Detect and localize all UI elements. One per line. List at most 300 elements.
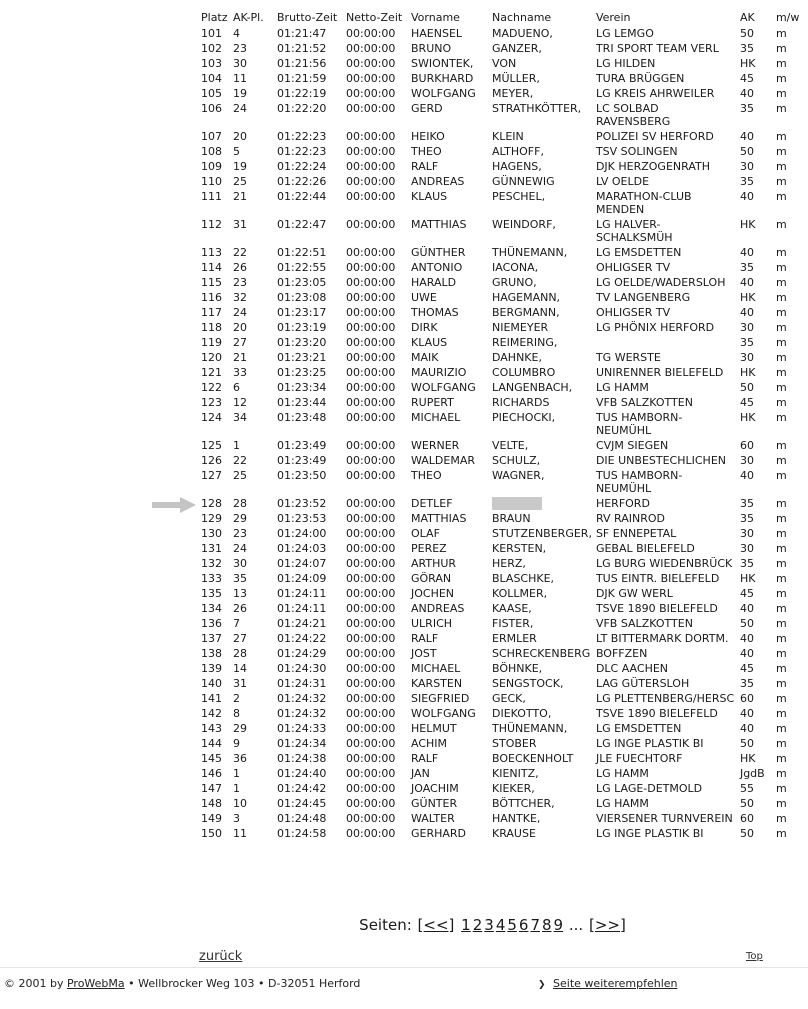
cell-vorname: WALDEMAR <box>411 454 476 467</box>
cell-vorname: BURKHARD <box>411 72 474 85</box>
cell-geschlecht: m <box>775 527 787 540</box>
cell-ak: 40 <box>739 130 754 143</box>
table-row <box>199 662 801 677</box>
cell-ak-platz: 11 <box>233 827 247 840</box>
cell-brutto-zeit: 01:23:49 <box>277 439 327 452</box>
table-row <box>199 722 801 737</box>
cell-geschlecht: m <box>775 321 787 334</box>
cell-platz: 141 <box>201 692 222 705</box>
cell-platz: 139 <box>201 662 222 675</box>
row-pointer-arrow-icon <box>152 497 196 513</box>
cell-ak: 35 <box>739 102 754 115</box>
cell-verein: LG HAMM <box>595 381 649 394</box>
table-row <box>199 797 801 812</box>
cell-verein: TUS EINTR. BIELEFELD <box>595 572 720 585</box>
pager-page-link[interactable]: 5 <box>507 916 517 934</box>
cell-ak: 40 <box>739 87 754 100</box>
cell-ak-platz: 25 <box>233 175 247 188</box>
cell-ak-platz: 32 <box>233 291 247 304</box>
cell-nachname: BRAUN <box>492 512 531 525</box>
cell-verein: LG HILDEN <box>595 57 656 70</box>
cell-vorname: ARTHUR <box>411 557 457 570</box>
cell-brutto-zeit: 01:22:44 <box>277 190 327 203</box>
cell-nachname: SCHULZ, <box>492 454 541 467</box>
cell-brutto-zeit: 01:24:29 <box>277 647 327 660</box>
cell-vorname: BRUNO <box>411 42 452 55</box>
recommend-page-link[interactable]: Seite weiterempfehlen <box>553 977 678 990</box>
cell-netto-zeit: 00:00:00 <box>346 677 396 690</box>
cell-platz: 107 <box>201 130 222 143</box>
cell-nachname: VELTE, <box>492 439 529 452</box>
pager-page-link[interactable]: 1 <box>461 916 471 934</box>
cell-ak: 30 <box>739 542 754 555</box>
cell-platz: 138 <box>201 647 222 660</box>
cell-vorname: GERHARD <box>411 827 467 840</box>
cell-vorname: OLAF <box>411 527 440 540</box>
table-row <box>199 497 801 512</box>
cell-vorname: RALF <box>411 632 439 645</box>
table-row <box>199 439 801 454</box>
cell-brutto-zeit: 01:21:52 <box>277 42 327 55</box>
cell-geschlecht: m <box>775 160 787 173</box>
cell-vorname: WALTER <box>411 812 455 825</box>
table-row <box>199 366 801 381</box>
cell-verein: MARATHON-CLUB MENDEN <box>595 190 692 216</box>
cell-ak-platz: 26 <box>233 602 247 615</box>
cell-nachname: DAHNKE, <box>492 351 542 364</box>
cell-verein: TUS HAMBORN-NEUMÜHL <box>595 411 683 437</box>
table-row <box>199 42 801 57</box>
table-row <box>199 72 801 87</box>
cell-verein: TUS HAMBORN-NEUMÜHL <box>595 469 683 495</box>
cell-vorname: THEO <box>411 469 442 482</box>
table-row <box>199 812 801 827</box>
table-row <box>199 160 801 175</box>
cell-verein: LG PLETTENBERG/HERSC <box>595 692 735 705</box>
cell-nachname: MÜLLER, <box>492 72 540 85</box>
cell-platz: 104 <box>201 72 222 85</box>
cell-brutto-zeit: 01:24:07 <box>277 557 327 570</box>
cell-vorname: DIRK <box>411 321 438 334</box>
cell-brutto-zeit: 01:23:17 <box>277 306 327 319</box>
cell-ak-platz: 21 <box>233 190 247 203</box>
cell-brutto-zeit: 01:23:25 <box>277 366 327 379</box>
cell-platz: 123 <box>201 396 222 409</box>
cell-nachname: KERSTEN, <box>492 542 547 555</box>
cell-ak-platz: 14 <box>233 662 247 675</box>
pagination <box>0 915 808 935</box>
cell-vorname: UWE <box>411 291 437 304</box>
cell-ak: 35 <box>739 336 754 349</box>
cell-netto-zeit: 00:00:00 <box>346 291 396 304</box>
cell-platz: 101 <box>201 27 222 40</box>
cell-geschlecht: m <box>775 677 787 690</box>
cell-ak-platz: 2 <box>233 692 240 705</box>
cell-ak-platz: 31 <box>233 677 247 690</box>
cell-ak: 30 <box>739 351 754 364</box>
cell-vorname: WOLFGANG <box>411 707 476 720</box>
table-row <box>199 411 801 439</box>
cell-ak: 60 <box>739 812 754 825</box>
cell-platz: 103 <box>201 57 222 70</box>
cell-platz: 145 <box>201 752 222 765</box>
cell-nachname: WEINDORF, <box>492 218 556 231</box>
cell-geschlecht: m <box>775 542 787 555</box>
cell-brutto-zeit: 01:24:40 <box>277 767 327 780</box>
cell-geschlecht: m <box>775 396 787 409</box>
cell-ak-platz: 25 <box>233 469 247 482</box>
cell-platz: 127 <box>201 469 222 482</box>
cell-ak: 45 <box>739 72 754 85</box>
cell-brutto-zeit: 01:23:48 <box>277 411 327 424</box>
table-row <box>199 782 801 797</box>
cell-brutto-zeit: 01:23:53 <box>277 512 327 525</box>
cell-netto-zeit: 00:00:00 <box>346 632 396 645</box>
cell-verein: LG BURG WIEDENBRÜCK <box>595 557 733 570</box>
cell-verein: VIERSENER TURNVEREIN <box>595 812 733 825</box>
table-row <box>199 587 801 602</box>
cell-brutto-zeit: 01:21:59 <box>277 72 327 85</box>
cell-ak: 50 <box>739 827 754 840</box>
cell-ak-platz: 27 <box>233 336 247 349</box>
cell-nachname: BERGMANN, <box>492 306 560 319</box>
cell-netto-zeit: 00:00:00 <box>346 662 396 675</box>
cell-geschlecht: m <box>775 72 787 85</box>
cell-geschlecht: m <box>775 306 787 319</box>
cell-ak-platz: 33 <box>233 366 247 379</box>
top-link[interactable]: Top <box>746 951 763 962</box>
table-row <box>199 336 801 351</box>
cell-netto-zeit: 00:00:00 <box>346 707 396 720</box>
cell-netto-zeit: 00:00:00 <box>346 512 396 525</box>
cell-geschlecht: m <box>775 469 787 482</box>
cell-vorname: PEREZ <box>411 542 447 555</box>
cell-nachname: GÜNNEWIG <box>492 175 555 188</box>
cell-verein: CVJM SIEGEN <box>595 439 669 452</box>
cell-vorname: JOST <box>411 647 437 660</box>
cell-platz: 124 <box>201 411 222 424</box>
cell-verein: DLC AACHEN <box>595 662 669 675</box>
cell-vorname: ULRICH <box>411 617 453 630</box>
table-row <box>199 827 801 842</box>
cell-ak-platz: 24 <box>233 306 247 319</box>
cell-netto-zeit: 00:00:00 <box>346 261 396 274</box>
cell-geschlecht: m <box>775 351 787 364</box>
cell-nachname: STUTZENBERGER, <box>492 527 592 540</box>
table-row <box>199 396 801 411</box>
cell-ak-platz: 21 <box>233 351 247 364</box>
cell-ak: 40 <box>739 276 754 289</box>
cell-netto-zeit: 00:00:00 <box>346 175 396 188</box>
cell-platz: 146 <box>201 767 222 780</box>
pager-page-link[interactable]: 3 <box>484 916 494 934</box>
cell-netto-zeit: 00:00:00 <box>346 321 396 334</box>
table-row <box>199 175 801 190</box>
cell-geschlecht: m <box>775 782 787 795</box>
cell-netto-zeit: 00:00:00 <box>346 336 396 349</box>
cell-verein: SF ENNEPETAL <box>595 527 677 540</box>
cell-ak-platz: 28 <box>233 497 247 510</box>
cell-netto-zeit: 00:00:00 <box>346 557 396 570</box>
cell-nachname: KLEIN <box>492 130 524 143</box>
cell-verein: OHLIGSER TV <box>595 306 671 319</box>
cell-geschlecht: m <box>775 291 787 304</box>
cell-verein: TSVE 1890 BIELEFELD <box>595 602 718 615</box>
cell-ak-platz: 23 <box>233 276 247 289</box>
cell-ak: 40 <box>739 306 754 319</box>
cell-verein: TV LANGENBERG <box>595 291 691 304</box>
cell-geschlecht: m <box>775 512 787 525</box>
cell-vorname: ANTONIO <box>411 261 463 274</box>
cell-geschlecht: m <box>775 145 787 158</box>
cell-geschlecht: m <box>775 175 787 188</box>
cell-vorname: JOCHEN <box>411 587 455 600</box>
cell-ak-platz: 34 <box>233 411 247 424</box>
cell-platz: 121 <box>201 366 222 379</box>
cell-netto-zeit: 00:00:00 <box>346 692 396 705</box>
cell-ak: 40 <box>739 190 754 203</box>
cell-ak: 35 <box>739 42 754 55</box>
table-row <box>199 767 801 782</box>
cell-brutto-zeit: 01:24:42 <box>277 782 327 795</box>
cell-vorname: DETLEF <box>411 497 453 510</box>
cell-nachname: STRATHKÖTTER, <box>492 102 582 115</box>
cell-ak: 35 <box>739 175 754 188</box>
cell-vorname: ANDREAS <box>411 175 465 188</box>
cell-ak: 30 <box>739 321 754 334</box>
table-row <box>199 752 801 767</box>
cell-ak: 50 <box>739 737 754 750</box>
cell-ak-platz: 13 <box>233 587 247 600</box>
pager-prev-link[interactable]: [<<] <box>417 916 455 934</box>
cell-verein: DJK HERZOGENRATH <box>595 160 710 173</box>
cell-platz: 131 <box>201 542 222 555</box>
cell-platz: 143 <box>201 722 222 735</box>
cell-verein: LG INGE PLASTIK BI <box>595 737 704 750</box>
cell-netto-zeit: 00:00:00 <box>346 542 396 555</box>
cell-ak: 35 <box>739 261 754 274</box>
cell-ak-platz: 29 <box>233 512 247 525</box>
cell-netto-zeit: 00:00:00 <box>346 42 396 55</box>
cell-geschlecht: m <box>775 411 787 424</box>
cell-nachname: MEYER, <box>492 87 534 100</box>
table-row <box>199 246 801 261</box>
cell-netto-zeit: 00:00:00 <box>346 411 396 424</box>
cell-brutto-zeit: 01:23:44 <box>277 396 327 409</box>
pager-page-link[interactable]: 7 <box>530 916 540 934</box>
cell-ak: 40 <box>739 469 754 482</box>
cell-nachname: BÖHNKE, <box>492 662 543 675</box>
cell-netto-zeit: 00:00:00 <box>346 797 396 810</box>
cell-verein: VFB SALZKOTTEN <box>595 617 693 630</box>
table-row <box>199 469 801 497</box>
cell-geschlecht: m <box>775 336 787 349</box>
cell-nachname: KRAUSE <box>492 827 536 840</box>
cell-ak: 45 <box>739 396 754 409</box>
table-row <box>199 632 801 647</box>
cell-brutto-zeit: 01:24:11 <box>277 587 327 600</box>
cell-verein: LV OELDE <box>595 175 650 188</box>
cell-platz: 133 <box>201 572 222 585</box>
cell-brutto-zeit: 01:22:26 <box>277 175 327 188</box>
company-link[interactable]: ProWebMa <box>66 977 125 990</box>
cell-brutto-zeit: 01:22:55 <box>277 261 327 274</box>
pager-page-link[interactable]: 4 <box>495 916 506 934</box>
pager-ellipsis: ... <box>568 916 584 934</box>
cell-ak: HK <box>739 752 756 765</box>
cell-brutto-zeit: 01:22:24 <box>277 160 327 173</box>
cell-platz: 119 <box>201 336 222 349</box>
cell-verein: TSV SOLINGEN <box>595 145 678 158</box>
redacted-name-block <box>492 497 542 510</box>
cell-platz: 147 <box>201 782 222 795</box>
cell-verein: BOFFZEN <box>595 647 648 660</box>
cell-nachname: DIEKOTTO, <box>492 707 552 720</box>
table-row <box>199 557 801 572</box>
cell-verein: LG EMSDETTEN <box>595 246 682 259</box>
cell-platz: 144 <box>201 737 222 750</box>
cell-ak-platz: 31 <box>233 218 247 231</box>
cell-platz: 140 <box>201 677 222 690</box>
cell-vorname: JAN <box>411 767 430 780</box>
cell-geschlecht: m <box>775 797 787 810</box>
cell-verein: GEBAL BIELEFELD <box>595 542 695 555</box>
cell-ak: HK <box>739 218 756 231</box>
cell-geschlecht: m <box>775 602 787 615</box>
cell-geschlecht: m <box>775 454 787 467</box>
cell-platz: 109 <box>201 160 222 173</box>
cell-brutto-zeit: 01:24:58 <box>277 827 327 840</box>
pager-next-link[interactable]: [>>] <box>588 916 626 934</box>
cell-netto-zeit: 00:00:00 <box>346 767 396 780</box>
cell-geschlecht: m <box>775 261 787 274</box>
cell-vorname: SIEGFRIED <box>411 692 470 705</box>
cell-ak: 50 <box>739 617 754 630</box>
cell-brutto-zeit: 01:23:49 <box>277 454 327 467</box>
cell-ak-platz: 1 <box>233 439 240 452</box>
cell-vorname: MICHAEL <box>411 662 461 675</box>
cell-netto-zeit: 00:00:00 <box>346 737 396 750</box>
cell-geschlecht: m <box>775 752 787 765</box>
cell-ak-platz: 5 <box>233 145 240 158</box>
cell-netto-zeit: 00:00:00 <box>346 602 396 615</box>
header-geschlecht: m/w <box>775 11 800 24</box>
cell-vorname: MATTHIAS <box>411 218 467 231</box>
cell-brutto-zeit: 01:24:00 <box>277 527 327 540</box>
cell-verein: VFB SALZKOTTEN <box>595 396 693 409</box>
cell-platz: 134 <box>201 602 222 615</box>
cell-platz: 149 <box>201 812 222 825</box>
cell-netto-zeit: 00:00:00 <box>346 469 396 482</box>
pager-page-link[interactable]: 8 <box>542 916 552 934</box>
cell-brutto-zeit: 01:22:51 <box>277 246 327 259</box>
cell-ak-platz: 9 <box>233 737 240 750</box>
cell-ak-platz: 29 <box>233 722 247 735</box>
cell-ak-platz: 22 <box>233 454 247 467</box>
cell-ak: 40 <box>739 602 754 615</box>
cell-ak-platz: 1 <box>233 767 240 780</box>
cell-brutto-zeit: 01:24:30 <box>277 662 327 675</box>
cell-ak: 35 <box>739 497 754 510</box>
pager-page-link[interactable]: 2 <box>472 916 483 934</box>
table-row <box>199 351 801 366</box>
cell-geschlecht: m <box>775 647 787 660</box>
cell-netto-zeit: 00:00:00 <box>346 57 396 70</box>
cell-verein: OHLIGSER TV <box>595 261 671 274</box>
cell-netto-zeit: 00:00:00 <box>346 351 396 364</box>
cell-vorname: RALF <box>411 160 439 173</box>
header-brutto-zeit: Brutto-Zeit <box>277 11 338 24</box>
table-row <box>199 130 801 145</box>
cell-ak-platz: 30 <box>233 57 247 70</box>
cell-vorname: RUPERT <box>411 396 454 409</box>
cell-vorname: MAURIZIO <box>411 366 467 379</box>
cell-ak-platz: 23 <box>233 42 247 55</box>
cell-brutto-zeit: 01:22:19 <box>277 87 327 100</box>
cell-brutto-zeit: 01:24:11 <box>277 602 327 615</box>
table-row <box>199 276 801 291</box>
pager-page-link[interactable]: 6 <box>518 916 529 934</box>
cell-nachname: FISTER, <box>492 617 534 630</box>
cell-verein: UNIRENNER BIELEFELD <box>595 366 724 379</box>
cell-vorname: THOMAS <box>411 306 459 319</box>
cell-ak-platz: 22 <box>233 246 247 259</box>
pager-page-link[interactable]: 9 <box>553 916 564 934</box>
cell-verein: TRI SPORT TEAM VERL <box>595 42 719 55</box>
cell-ak: 50 <box>739 381 754 394</box>
cell-verein: LG LAGE-DETMOLD <box>595 782 703 795</box>
back-link[interactable]: zurück <box>199 949 243 964</box>
cell-ak: 50 <box>739 145 754 158</box>
table-row <box>199 542 801 557</box>
table-row <box>199 145 801 160</box>
cell-vorname: ANDREAS <box>411 602 465 615</box>
cell-geschlecht: m <box>775 617 787 630</box>
cell-verein: LG PHÖNIX HERFORD <box>595 321 715 334</box>
cell-geschlecht: m <box>775 722 787 735</box>
cell-nachname: LANGENBACH, <box>492 381 573 394</box>
cell-geschlecht: m <box>775 57 787 70</box>
cell-ak-platz: 19 <box>233 160 247 173</box>
cell-vorname: HELMUT <box>411 722 457 735</box>
cell-verein: LG HAMM <box>595 797 649 810</box>
cell-netto-zeit: 00:00:00 <box>346 366 396 379</box>
cell-ak: HK <box>739 57 756 70</box>
cell-vorname: RALF <box>411 752 439 765</box>
cell-nachname: NIEMEYER <box>492 321 549 334</box>
cell-netto-zeit: 00:00:00 <box>346 827 396 840</box>
table-row <box>199 512 801 527</box>
cell-ak: JgdB <box>739 767 765 780</box>
table-row <box>199 261 801 276</box>
cell-platz: 112 <box>201 218 222 231</box>
cell-geschlecht: m <box>775 767 787 780</box>
cell-netto-zeit: 00:00:00 <box>346 246 396 259</box>
table-row <box>199 737 801 752</box>
table-row <box>199 692 801 707</box>
cell-platz: 108 <box>201 145 222 158</box>
cell-ak: 30 <box>739 454 754 467</box>
cell-verein: JLE FUECHTORF <box>595 752 683 765</box>
cell-nachname: KIEKER, <box>492 782 535 795</box>
cell-ak: HK <box>739 572 756 585</box>
cell-ak-platz: 30 <box>233 557 247 570</box>
cell-platz: 135 <box>201 587 222 600</box>
cell-verein: TG WERSTE <box>595 351 661 364</box>
cell-geschlecht: m <box>775 246 787 259</box>
cell-verein: LT BITTERMARK DORTM. <box>595 632 729 645</box>
cell-ak-platz: 23 <box>233 527 247 540</box>
